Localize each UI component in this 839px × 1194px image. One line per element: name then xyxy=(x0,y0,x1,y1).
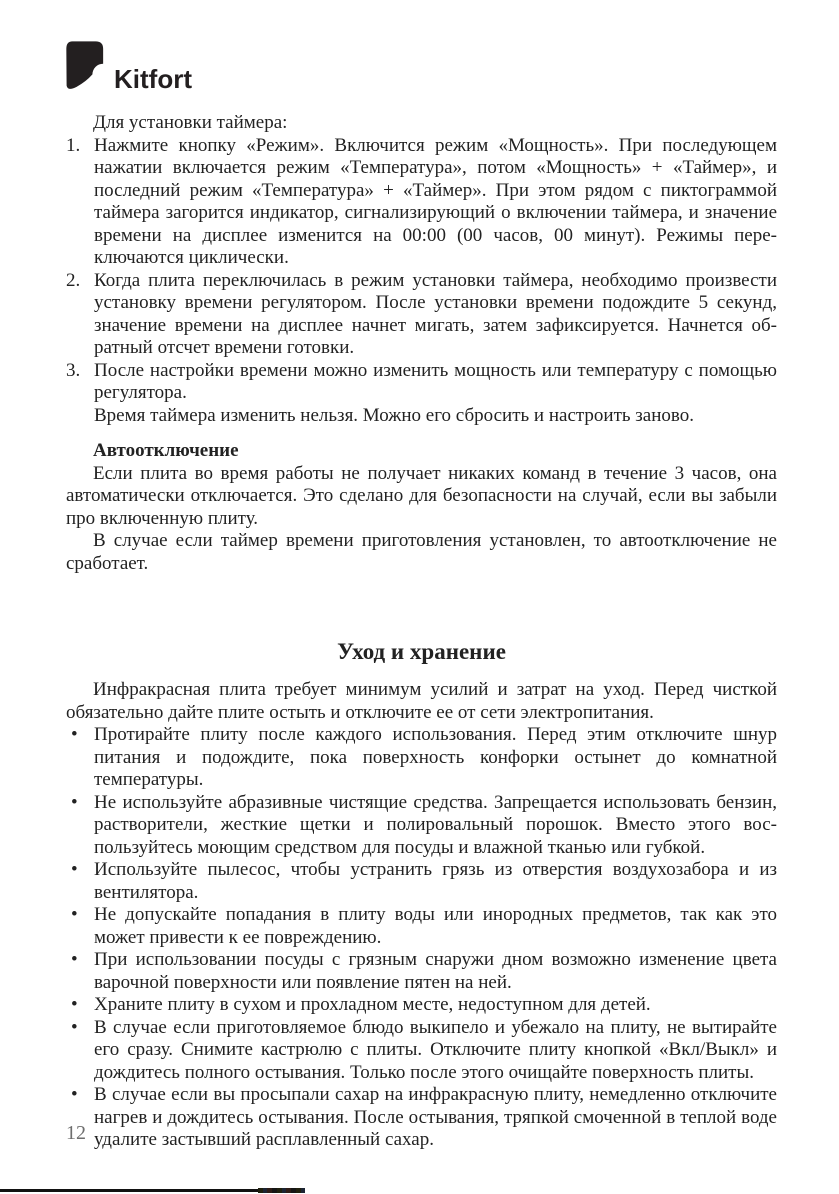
care-bullet-5 xyxy=(66,949,777,994)
page-content xyxy=(66,112,777,1152)
scan-artifact-color-tick xyxy=(258,1188,305,1193)
timer-step-2-text: Когда плита переключилась в режим установки таймера, необходимо произвести установку времени регулятором. После установки времени подождите 5 секунд, значение времени на дисплее начнет мигать, затем зафиксируется. Начнется обратный отсчет времени готовки. xyxy=(94,269,777,358)
care-bullet-2-text: Не используйте абразивные чистящие средства. Запрещается использовать бензин, растворители, жесткие щетки и полировальный порошок. Вместо этого воспользуйтесь моющим средством для посуды и влажной тканью или губкой. xyxy=(94,791,777,858)
care-bullet-3-text: Используйте пылесос, чтобы устранить грязь из отверстия воздухозабора и из вентилятора. xyxy=(94,859,777,903)
timer-step-1 xyxy=(66,135,777,270)
kitfort-logo-icon xyxy=(64,40,105,93)
auto-off-paragraph-1: Если плита во время работы не получает никаких команд в течение 3 часов, она автоматически отключается. Это сделано для безопасности на случай, если вы забыли про включенную плиту. xyxy=(66,462,777,529)
care-bullet-6 xyxy=(66,994,777,1017)
timer-step-3-note: Время таймера изменить нельзя. Можно его сбросить и настроить заново. xyxy=(94,404,694,426)
care-bullet-8 xyxy=(66,1084,777,1152)
care-section-heading: Уход и хранение xyxy=(337,639,506,664)
care-bullet-1-text: Протирайте плиту после каждого использования. Перед этим отключите шнур питания и подождите, пока поверхность конфорки остынет до комнатной температуры. xyxy=(94,724,777,790)
brand-logo xyxy=(64,40,192,93)
scan-artifact-bar xyxy=(0,1189,258,1192)
page-number: 12 xyxy=(66,1122,86,1144)
care-bullet-3 xyxy=(66,859,777,904)
timer-step-3-text: После настройки времени можно изменить мощность или температуру с помощью регулятора. xyxy=(94,359,777,403)
timer-steps-list xyxy=(66,135,777,428)
care-bullet-2 xyxy=(66,792,777,860)
timer-step-3 xyxy=(66,360,777,428)
timer-step-2 xyxy=(66,270,777,360)
brand-wordmark: Kitfort xyxy=(114,64,192,94)
care-bullet-1 xyxy=(66,724,777,792)
auto-off-paragraph-2: В случае если таймер времени приготовления установлен, то автоотключение не сработает. xyxy=(66,530,777,574)
timer-step-1-text: Нажмите кнопку «Режим». Включится режим «Мощность». При последующем нажатии включается режим «Температура», потом «Мощность» + «Таймер», и последний режим «Температура» + «Таймер». При этом рядом с пиктограммой таймера загорится индикатор, сигнализирующий о включении таймера, и значение времени на дисплее изменится на 00:00 (00 часов, 00 минут). Режимы переключаются циклически. xyxy=(94,134,777,268)
care-bullet-7-text: В случае если приготовляемое блюдо выкипело и убежало на плиту, не вытирайте его сразу. Снимите кастрюлю с плиты. Отключите плиту кнопкой «Вкл/Выкл» и дождитесь полного остывания. Только после этого очищайте поверхность плиты. xyxy=(94,1016,777,1083)
care-bullet-7 xyxy=(66,1017,777,1085)
care-intro: Инфракрасная плита требует минимум усилий и затрат на уход. Перед чисткой обязательно дайте плите остыть и отключите ее от сети электропитания. xyxy=(66,679,777,723)
care-bullet-8-text: В случае если вы просыпали сахар на инфракрасную плиту, немедленно отключите нагрев и дождитесь остывания. После остывания, тряпкой смоченной в теплой воде удалите застывший расплавленный сахар. xyxy=(94,1084,777,1150)
care-bullet-4-text: Не допускайте попадания в плиту воды или инородных предметов, так как это может привести к ее повреждению. xyxy=(94,904,777,948)
care-bullet-list xyxy=(66,724,777,1152)
care-bullet-5-text: При использовании посуды с грязным снаружи дном возможно изменение цвета варочной поверхности или появление пятен на ней. xyxy=(94,949,777,993)
care-bullet-6-text: Храните плиту в сухом и прохладном месте, недоступном для детей. xyxy=(94,994,651,1015)
care-bullet-4 xyxy=(66,904,777,949)
timer-intro: Для установки таймера: xyxy=(93,112,288,133)
auto-off-heading: Автоотключение xyxy=(93,440,239,461)
